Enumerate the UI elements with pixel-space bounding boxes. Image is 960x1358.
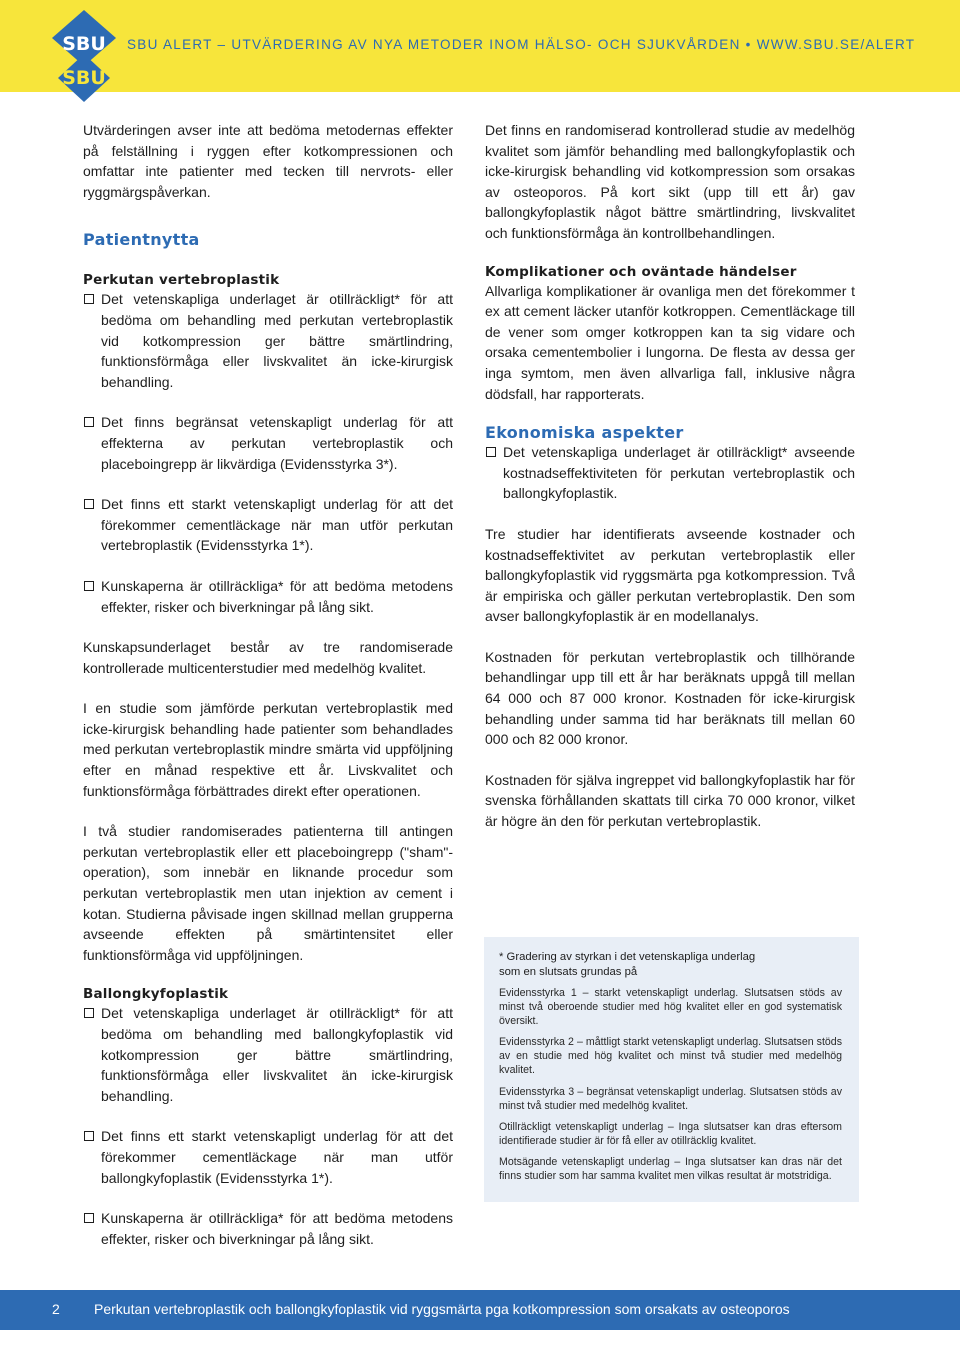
perkutan-conclusion-2-text: Det finns begränsat vetenskapligt underlag för att effekterna av perkutan vertebroplastik och placeboingrepp är likvärdiga (Evidensstyrka 3*). <box>101 414 453 472</box>
kostnad-vertebroplastik-paragraph: Kostnaden för perkutan vertebroplastik och tillhörande behandlingar upp till ett år har beräknats uppgå till mellan 64 000 och 87 000 kronor. Kostnaden för icke-kirurgisk behandling under samma tid har beräknats till mellan 60 000 och 82 000 kronor. <box>485 648 855 748</box>
ballong-study-paragraph: Det finns en randomiserad kontrollerad studie av medelhög kvalitet som jämför behandling med ballongkyfoplastik och icke-kirurgisk behandling vid kotkompression som orsakas av osteoporos. På kort sikt (upp till ett år) gav ballongkyfoplastik något bättre smärtlindring, livskvalitet och funktionsförmåga än kontrollbehandlingen. <box>485 122 855 241</box>
checkbox-icon <box>84 1008 94 1018</box>
patientnytta-heading: Patientnytta <box>83 230 200 250</box>
ballong-conclusion-2 <box>83 1126 453 1188</box>
ballong-conclusion-1-text: Det vetenskapliga underlaget är otillräckligt* för att bedöma om behandling med ballongkyfoplastik vid kotkompression ger bättre smärtlindring, funktionsförmåga eller livskvalitet än icke-kirurgisk behandling. <box>101 1005 453 1104</box>
perkutan-conclusion-1 <box>83 289 453 392</box>
ballong-conclusion-1 <box>83 1003 453 1106</box>
perkutan-heading: Perkutan vertebroplastik <box>83 272 280 289</box>
ballong-conclusion-3 <box>83 1208 453 1249</box>
perkutan-conclusion-1-text: Det vetenskapliga underlaget är otillräckligt* för att bedöma om behandling med perkutan vertebroplastik vid kotkompression ger bättre smärtlindring, funktionsförmåga eller livskvalitet än icke-kirurgisk behandling. <box>101 291 453 390</box>
checkbox-icon <box>84 294 94 304</box>
grading-item-1: Evidensstyrka 1 – starkt vetenskapligt underlag. Slutsatsen stöds av minst två oberoende studier med hög kvalitet eller en god systematisk översikt. <box>499 987 842 1028</box>
header-tagline: SBU ALERT – UTVÄRDERING AV NYA METODER INOM HÄLSO- OCH SJUKVÅRDEN • WWW.SBU.SE/ALERT <box>127 37 916 52</box>
checkbox-icon <box>84 417 94 427</box>
sbu-logo-reflection: SBU <box>62 67 106 89</box>
checkbox-icon <box>84 1131 94 1141</box>
kostnad-studier-paragraph: Tre studier har identifierats avseende kostnader och kostnadseffektivitet av perkutan vertebroplastik eller ballongkyfoplastik vid ryggsmärta pga kotkompression. Två är empiriska och gäller perkutan vertebroplastik. Den som avser ballongkyfoplastik är en modellanalys. <box>485 525 855 625</box>
grading-title-line-1: * Gradering av styrkan i det vetenskapliga underlag <box>499 951 756 963</box>
page-number: 2 <box>52 1301 60 1317</box>
grading-item-3: Evidensstyrka 3 – begränsat vetenskapligt underlag. Slutsatsen stöds av minst två studier med medelhög kvalitet. <box>499 1085 842 1112</box>
grading-item-2: Evidensstyrka 2 – måttligt starkt vetenskapligt underlag. Slutsatsen stöds av en studie med hög kvalitet och minst två studier med medelhög kvalitet. <box>499 1036 842 1077</box>
perkutan-conclusion-3-text: Det finns ett starkt vetenskapligt underlag för att det förekommer cementläckage när man utför perkutan vertebroplastik (Evidensstyrka 1*). <box>101 496 453 554</box>
checkbox-icon <box>486 447 496 457</box>
left-column <box>83 120 453 1249</box>
perkutan-conclusion-2 <box>83 412 453 474</box>
intro-paragraph: Utvärderingen avser inte att bedöma metodernas effekter på felställning i ryggen efter kotkompressionen och omfattar inte patienter med tecken till nervrots- eller ryggmärgspåverkan. <box>83 122 453 200</box>
kostnad-ballong-paragraph: Kostnaden för själva ingreppet vid ballongkyfoplastik har för svenska förhållanden skattats till cirka 70 000 kronor, vilket är högre än den för perkutan vertebroplastik. <box>485 771 855 830</box>
placebo-paragraph: I två studier randomiserades patienterna till antingen perkutan vertebroplastik eller ett placeboingrepp ("sham"-operation), som innebär en liknande procedur som perkutan vertebroplastik men utan injektion av cement i kotan. Studierna påvisade ingen skillnad mellan grupperna avseende effekten på smärtintensitet eller funktionsförmåga vid uppföljningen. <box>83 823 453 963</box>
ballongkyfoplastik-heading: Ballongkyfoplastik <box>83 986 229 1003</box>
footer-bar <box>0 1290 960 1330</box>
checkbox-icon <box>84 581 94 591</box>
header-bar <box>0 0 960 92</box>
evidence-grading-box <box>484 937 859 1202</box>
ekonomiska-conclusion <box>485 442 855 504</box>
grading-title-line-2: som en slutsats grundas på <box>499 965 638 978</box>
right-column <box>485 120 855 832</box>
sbu-logo-text: SBU <box>62 33 106 55</box>
ekonomiska-heading: Ekonomiska aspekter <box>485 423 684 443</box>
studie-paragraph: I en studie som jämförde perkutan vertebroplastik med icke-kirurgisk behandling hade patienter som behandlades med perkutan vertebroplastik mindre smärta vid uppföljning efter en månad respektive ett år. Livskvalitet och funktionsförmåga förbättrades direkt efter operationen. <box>83 700 453 799</box>
checkbox-icon <box>84 1213 94 1223</box>
grading-item-5: Motsägande vetenskapligt underlag – Inga slutsatser kan dras när det finns studier som har samma kvalitet men vilkas resultat är motstridiga. <box>499 1155 842 1183</box>
kunskapsunderlag-paragraph: Kunskapsunderlaget består av tre randomiserade kontrollerade multicenterstudier med medelhög kvalitet. <box>83 639 453 676</box>
ballong-conclusion-3-text: Kunskaperna är otillräckliga* för att bedöma metodens effekter, risker och biverkningar på lång sikt. <box>101 1210 453 1247</box>
checkbox-icon <box>84 499 94 509</box>
grading-item-4: Otillräckligt vetenskapligt underlag – Inga slutsatser kan dras eftersom identifierade studier är för få eller av otillräcklig kvalitet. <box>499 1120 842 1147</box>
ekonomiska-conclusion-text: Det vetenskapliga underlaget är otillräckligt* avseende kostnadseffektiviteten för perkutan vertebroplastik och ballongkyfoplastik. <box>503 444 855 502</box>
footer-title: Perkutan vertebroplastik och ballongkyfoplastik vid ryggsmärta pga kotkompression som orsakats av osteoporos <box>94 1301 790 1317</box>
perkutan-conclusion-3 <box>83 494 453 556</box>
sbu-logo <box>52 10 116 102</box>
perkutan-conclusion-4 <box>83 576 453 617</box>
komplikationer-paragraph: Allvarliga komplikationer är ovanliga men det förekommer t ex att cement läcker utanför kotkroppen. Cementläckage till de vener som omger kotkroppen kan ta sig vidare och orsaka cementembolier i lungorna. De flesta av dessa ger inga symtom, men även allvarliga fall, inklusive några dödsfall, har rapporterats. <box>485 282 855 402</box>
komplikationer-heading: Komplikationer och oväntade händelser <box>485 263 797 280</box>
perkutan-conclusion-4-text: Kunskaperna är otillräckliga* för att bedöma metodens effekter, risker och biverkningar på lång sikt. <box>101 577 453 615</box>
ballong-conclusion-2-text: Det finns ett starkt vetenskapligt underlag för att det förekommer cementläckage när man utför ballongkyfoplastik (Evidensstyrka 1*). <box>101 1128 453 1186</box>
